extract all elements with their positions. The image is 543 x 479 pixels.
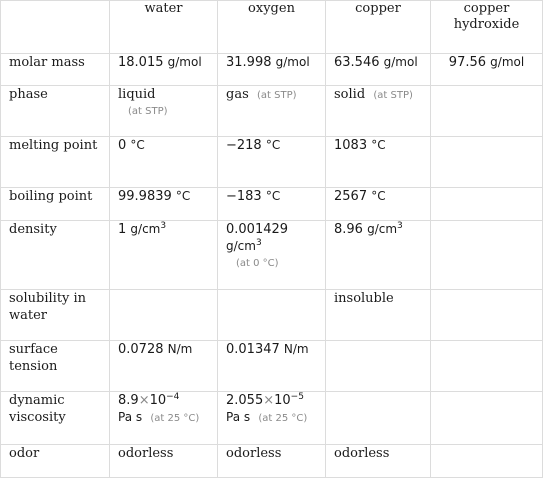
cell-copper-hydroxide-boiling-point bbox=[431, 188, 543, 221]
value-unit: °C bbox=[265, 189, 281, 203]
condition-note: (at 0 °C) bbox=[236, 258, 279, 269]
cell-copper-boiling-point bbox=[326, 188, 431, 221]
row-label: molar mass bbox=[1, 54, 110, 86]
column-header-water: water bbox=[110, 1, 218, 54]
corner-cell bbox=[1, 1, 110, 54]
cell-water-melting-point bbox=[110, 137, 218, 188]
value-exponent: −4 bbox=[166, 392, 180, 402]
value-unit: g/mol bbox=[275, 55, 310, 69]
column-header-oxygen: oxygen bbox=[218, 1, 326, 54]
table-row-density bbox=[1, 221, 543, 290]
cell-copper-dynamic-viscosity bbox=[326, 392, 431, 445]
cell-oxygen-density bbox=[218, 221, 326, 290]
value-mantissa: 2.055 bbox=[226, 393, 264, 408]
table-row-melting-point bbox=[1, 137, 543, 188]
value-unit: Pa s bbox=[118, 410, 143, 424]
cell-water-odor bbox=[110, 445, 218, 478]
value-text: odorless bbox=[226, 446, 282, 461]
condition-note: (at 25 °C) bbox=[150, 413, 200, 424]
column-header-copper: copper bbox=[326, 1, 431, 54]
value-unit: g/cm bbox=[226, 239, 256, 253]
value-number: 1083 bbox=[334, 138, 368, 153]
condition-note: (at 25 °C) bbox=[258, 413, 308, 424]
row-label: density bbox=[1, 221, 110, 290]
value-text: insoluble bbox=[334, 291, 394, 306]
value-unit: g/cm bbox=[130, 222, 161, 236]
cell-water-density bbox=[110, 221, 218, 290]
cell-copper-hydroxide-surface-tension bbox=[431, 341, 543, 392]
table-row-odor bbox=[1, 445, 543, 478]
cell-copper-melting-point bbox=[326, 137, 431, 188]
cell-water-boiling-point bbox=[110, 188, 218, 221]
cell-water-molar-mass bbox=[110, 54, 218, 86]
value-unit: N/m bbox=[283, 342, 309, 356]
cell-copper-hydroxide-density bbox=[431, 221, 543, 290]
row-label: surface tension bbox=[1, 341, 110, 392]
cell-oxygen-odor bbox=[218, 445, 326, 478]
value-text: odorless bbox=[334, 446, 390, 461]
table-row-dynamic-viscosity bbox=[1, 392, 543, 445]
value-unit: g/mol bbox=[490, 55, 525, 69]
cell-copper-surface-tension bbox=[326, 341, 431, 392]
cell-oxygen-phase bbox=[218, 86, 326, 137]
cell-oxygen-melting-point bbox=[218, 137, 326, 188]
value-number: 97.56 bbox=[448, 55, 487, 70]
value-mantissa: 8.9 bbox=[118, 393, 139, 408]
cell-water-surface-tension bbox=[110, 341, 218, 392]
cell-oxygen-solubility bbox=[218, 290, 326, 341]
cell-copper-hydroxide-phase bbox=[431, 86, 543, 137]
value-unit: g/cm bbox=[367, 222, 398, 236]
value-number: 0.0728 bbox=[118, 342, 164, 357]
cell-copper-odor bbox=[326, 445, 431, 478]
value-text: gas bbox=[226, 87, 249, 102]
column-header-copper-hydroxide: copper hydroxide bbox=[431, 1, 543, 54]
value-text: liquid bbox=[118, 87, 156, 102]
value-unit: °C bbox=[265, 138, 281, 152]
cell-copper-hydroxide-dynamic-viscosity bbox=[431, 392, 543, 445]
value-unit: °C bbox=[175, 189, 191, 203]
value-number: 8.96 bbox=[334, 222, 363, 237]
value-unit: g/mol bbox=[383, 55, 418, 69]
value-unit: N/m bbox=[167, 342, 193, 356]
value-number: 0.01347 bbox=[226, 342, 280, 357]
value-base: 10 bbox=[149, 393, 167, 408]
unit-exponent: 3 bbox=[160, 221, 167, 231]
cell-water-phase bbox=[110, 86, 218, 137]
value-number: 18.015 bbox=[118, 55, 164, 70]
value-text: solid bbox=[334, 87, 366, 102]
row-label: dynamic viscosity bbox=[1, 392, 110, 445]
condition-note: (at STP) bbox=[257, 90, 297, 101]
condition-note: (at STP) bbox=[373, 90, 413, 101]
row-label: solubility in water bbox=[1, 290, 110, 341]
value-number: 2567 bbox=[334, 189, 368, 204]
value-number: −183 bbox=[226, 189, 262, 204]
value-unit: Pa s bbox=[226, 410, 251, 424]
value-unit: g/mol bbox=[167, 55, 202, 69]
value-unit: °C bbox=[371, 189, 386, 203]
cell-copper-phase bbox=[326, 86, 431, 137]
value-number: 1 bbox=[118, 222, 127, 237]
cell-water-dynamic-viscosity bbox=[110, 392, 218, 445]
table-row-solubility bbox=[1, 290, 543, 341]
value-number: 0 bbox=[118, 138, 127, 153]
table-row-molar-mass bbox=[1, 54, 543, 86]
condition-note: (at STP) bbox=[128, 106, 168, 117]
row-label: melting point bbox=[1, 137, 110, 188]
table-row-surface-tension bbox=[1, 341, 543, 392]
value-number: −218 bbox=[226, 138, 262, 153]
cell-copper-density bbox=[326, 221, 431, 290]
table-row-boiling-point bbox=[1, 188, 543, 221]
value-number: 99.9839 bbox=[118, 189, 172, 204]
value-unit: °C bbox=[130, 138, 145, 152]
header-row bbox=[1, 1, 543, 54]
unit-exponent: 3 bbox=[255, 238, 262, 248]
row-label: phase bbox=[1, 86, 110, 137]
cell-copper-hydroxide-melting-point bbox=[431, 137, 543, 188]
cell-copper-molar-mass bbox=[326, 54, 431, 86]
cell-oxygen-dynamic-viscosity bbox=[218, 392, 326, 445]
value-base: 10 bbox=[274, 393, 291, 408]
cell-oxygen-molar-mass bbox=[218, 54, 326, 86]
times-sign: × bbox=[138, 393, 150, 408]
cell-oxygen-surface-tension bbox=[218, 341, 326, 392]
cell-water-solubility bbox=[110, 290, 218, 341]
value-number: 63.546 bbox=[334, 55, 380, 70]
value-text: odorless bbox=[118, 446, 174, 461]
cell-copper-hydroxide-solubility bbox=[431, 290, 543, 341]
cell-copper-hydroxide-molar-mass bbox=[431, 54, 543, 86]
table-row-phase bbox=[1, 86, 543, 137]
cell-copper-solubility bbox=[326, 290, 431, 341]
times-sign: × bbox=[263, 393, 275, 408]
cell-oxygen-boiling-point bbox=[218, 188, 326, 221]
row-label: boiling point bbox=[1, 188, 110, 221]
cell-copper-hydroxide-odor bbox=[431, 445, 543, 478]
value-number: 31.998 bbox=[226, 55, 272, 70]
value-exponent: −5 bbox=[290, 392, 304, 402]
value-number: 0.001429 bbox=[226, 222, 289, 237]
row-label: odor bbox=[1, 445, 110, 478]
unit-exponent: 3 bbox=[397, 221, 403, 231]
value-unit: °C bbox=[371, 138, 386, 152]
